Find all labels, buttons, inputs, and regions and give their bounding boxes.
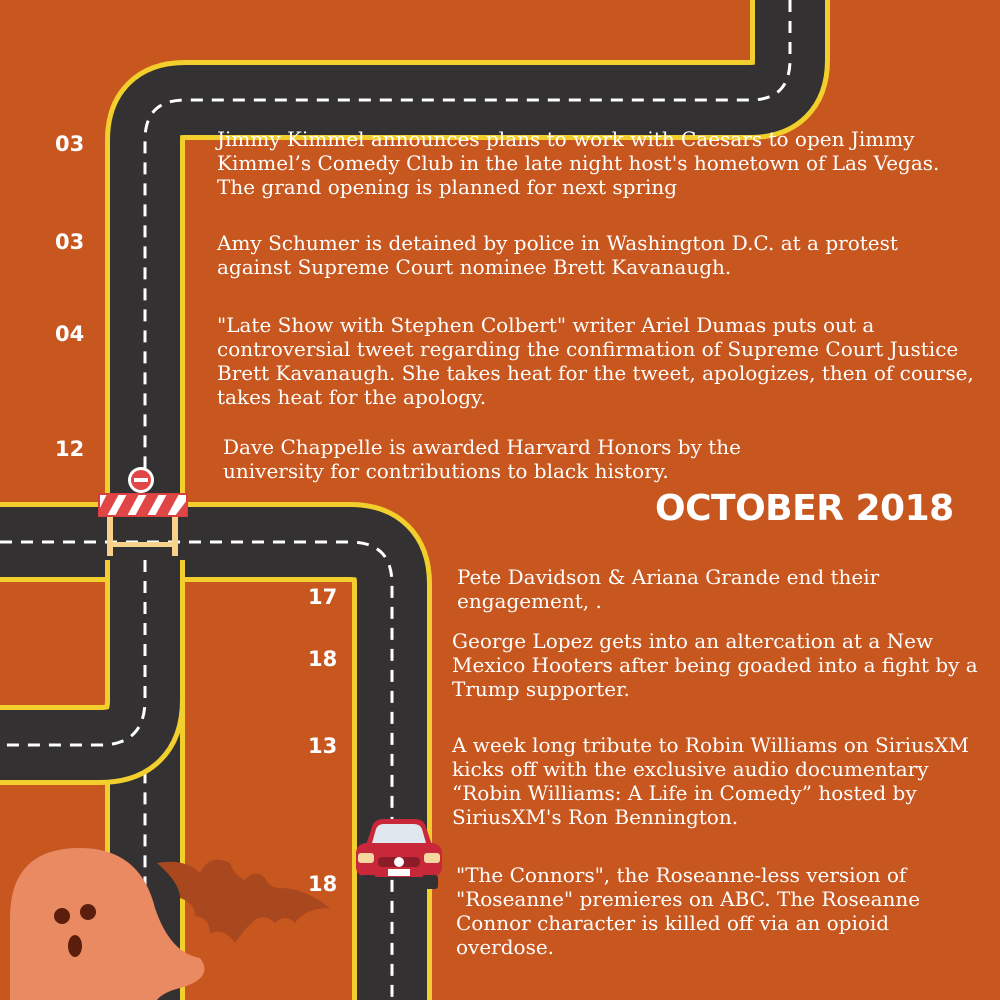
event-text: Amy Schumer is detained by police in Washington D.C. at a protest against Supreme Court nominee Brett Kavanaugh. — [217, 231, 898, 279]
event-day: 04 — [55, 322, 85, 346]
event-text: George Lopez gets into an altercation at a New Mexico Hooters after being goaded into a fight by a Trump supporter. — [452, 629, 978, 701]
event-day: 18 — [308, 647, 338, 671]
bat-icon — [155, 848, 338, 958]
loop-road — [0, 560, 145, 745]
red-car-icon — [352, 817, 446, 891]
event-text: Dave Chappelle is awarded Harvard Honors by the university for contributions to black history. — [223, 435, 741, 483]
event-text: "Late Show with Stephen Colbert" writer Ariel Dumas puts out a controversial tweet regarding the confirmation of Supreme Court Justice Brett Kavanaugh. She takes heat for the tweet, apologizes, then of course, takes heat for the apology. — [217, 313, 974, 409]
event-text: A week long tribute to Robin Williams on SiriusXM kicks off with the exclusive audio documentary “Robin Williams: A Life in Comedy” hosted by SiriusXM's Ron Bennington. — [452, 733, 969, 829]
event-day: 12 — [55, 437, 85, 461]
event-day: 03 — [55, 230, 85, 254]
page-title: OCTOBER 2018 — [655, 488, 954, 529]
event-day: 03 — [55, 132, 85, 156]
event-text: "The Connors", the Roseanne-less version of "Roseanne" premieres on ABC. The Roseanne Connor character is killed off via an opioid overdose. — [456, 863, 921, 959]
event-text: Pete Davidson & Ariana Grande end their engagement, . — [457, 565, 880, 613]
event-day: 17 — [308, 585, 338, 609]
event-text: Jimmy Kimmel announces plans to work with Caesars to open Jimmy Kimmel’s Comedy Club in the late night host's hometown of Las Vegas. The grand opening is planned for next spring — [217, 127, 940, 199]
event-day: 13 — [308, 734, 338, 758]
roadblock-barrier-icon — [95, 466, 190, 558]
event-day: 18 — [308, 872, 338, 896]
